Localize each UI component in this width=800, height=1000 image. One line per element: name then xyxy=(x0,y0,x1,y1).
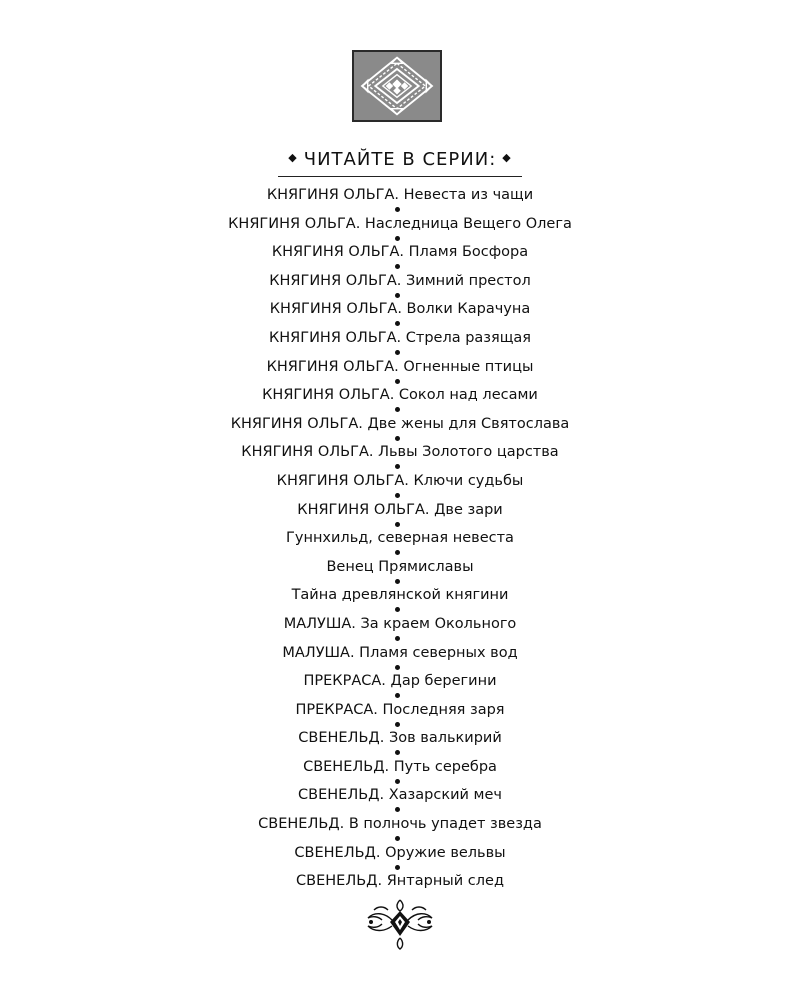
book-title: СВЕНЕЛЬД. Оружие вельвы xyxy=(294,844,506,861)
book-item xyxy=(0,528,800,557)
book-item xyxy=(0,700,800,729)
book-title: Венец Прямиславы xyxy=(326,558,474,575)
separator-dot xyxy=(395,836,400,841)
book-title: КНЯГИНЯ ОЛЬГА. Пламя Босфора xyxy=(271,244,529,261)
left-diamond-icon: ◆ xyxy=(288,151,298,164)
separator-dot xyxy=(395,865,400,870)
separator-dot xyxy=(395,807,400,812)
separator-dot xyxy=(395,236,400,241)
book-item xyxy=(0,585,800,614)
separator-dot xyxy=(395,579,400,584)
book-item xyxy=(0,214,800,243)
book-title: СВЕНЕЛЬД. Зов валькирий xyxy=(298,730,502,747)
book-item xyxy=(0,643,800,672)
book-item xyxy=(0,671,800,700)
separator-dot xyxy=(395,321,400,326)
book-title: КНЯГИНЯ ОЛЬГА. Ключи судьбы xyxy=(276,472,524,489)
book-title: КНЯГИНЯ ОЛЬГА. Стрела разящая xyxy=(268,329,532,346)
book-item xyxy=(0,500,800,529)
book-item xyxy=(0,728,800,757)
book-title: КНЯГИНЯ ОЛЬГА. Наследница Вещего Олега xyxy=(228,215,572,232)
book-title: ПРЕКРАСА. Последняя заря xyxy=(295,701,505,718)
book-title: КНЯГИНЯ ОЛЬГА. Огненные птицы xyxy=(266,358,534,375)
book-item xyxy=(0,557,800,586)
book-item xyxy=(0,242,800,271)
separator-dot xyxy=(395,665,400,670)
book-item xyxy=(0,614,800,643)
separator-dot xyxy=(395,779,400,784)
book-item xyxy=(0,357,800,386)
book-title: КНЯГИНЯ ОЛЬГА. Две жены для Святослава xyxy=(230,415,570,432)
book-title: КНЯГИНЯ ОЛЬГА. Сокол над лесами xyxy=(262,387,538,404)
book-title: ПРЕКРАСА. Дар берегини xyxy=(303,673,497,690)
separator-dot xyxy=(395,522,400,527)
book-title: КНЯГИНЯ ОЛЬГА. Зимний престол xyxy=(269,272,531,289)
book-title: СВЕНЕЛЬД. В полночь упадет звезда xyxy=(258,816,542,833)
separator-dot xyxy=(395,436,400,441)
book-list xyxy=(0,185,800,900)
book-title: КНЯГИНЯ ОЛЬГА. Львы Золотого царства xyxy=(241,444,559,461)
separator-dot xyxy=(395,407,400,412)
book-title: КНЯГИНЯ ОЛЬГА. Невеста из чащи xyxy=(266,187,534,203)
book-item xyxy=(0,757,800,786)
book-title: МАЛУША. За краем Окольного xyxy=(283,615,517,632)
book-title: Гуннхильд, северная невеста xyxy=(286,530,514,547)
series-heading-wrap xyxy=(0,148,800,177)
book-title: Тайна древлянской княгини xyxy=(291,587,509,604)
book-item xyxy=(0,814,800,843)
book-title: МАЛУША. Пламя северных вод xyxy=(282,644,518,661)
book-title: КНЯГИНЯ ОЛЬГА. Две зари xyxy=(297,501,503,518)
separator-dot xyxy=(395,636,400,641)
separator-dot xyxy=(395,722,400,727)
book-title: СВЕНЕЛЬД. Путь серебра xyxy=(303,758,497,775)
floral-ornament-icon xyxy=(362,898,438,950)
book-item xyxy=(0,299,800,328)
separator-dot xyxy=(395,379,400,384)
book-title: СВЕНЕЛЬД. Хазарский меч xyxy=(298,787,502,804)
book-item xyxy=(0,271,800,300)
separator-dot xyxy=(395,293,400,298)
separator-dot xyxy=(395,493,400,498)
book-item xyxy=(0,328,800,357)
book-item xyxy=(0,471,800,500)
separator-dot xyxy=(395,464,400,469)
book-item xyxy=(0,843,800,872)
separator-dot xyxy=(395,350,400,355)
book-title: СВЕНЕЛЬД. Янтарный след xyxy=(296,873,504,890)
book-item xyxy=(0,442,800,471)
book-item xyxy=(0,414,800,443)
book-item xyxy=(0,871,800,900)
slavic-ornament-icon xyxy=(352,50,442,122)
series-heading-text: ЧИТАЙТЕ В СЕРИИ: xyxy=(303,149,497,170)
right-diamond-icon: ◆ xyxy=(502,151,512,164)
separator-dot xyxy=(395,264,400,269)
book-title: КНЯГИНЯ ОЛЬГА. Волки Карачуна xyxy=(269,301,531,318)
book-item xyxy=(0,185,800,214)
separator-dot xyxy=(395,550,400,555)
separator-dot xyxy=(395,607,400,612)
separator-dot xyxy=(395,693,400,698)
series-heading xyxy=(278,148,521,177)
separator-dot xyxy=(395,750,400,755)
book-item xyxy=(0,385,800,414)
separator-dot xyxy=(395,207,400,212)
book-item xyxy=(0,785,800,814)
